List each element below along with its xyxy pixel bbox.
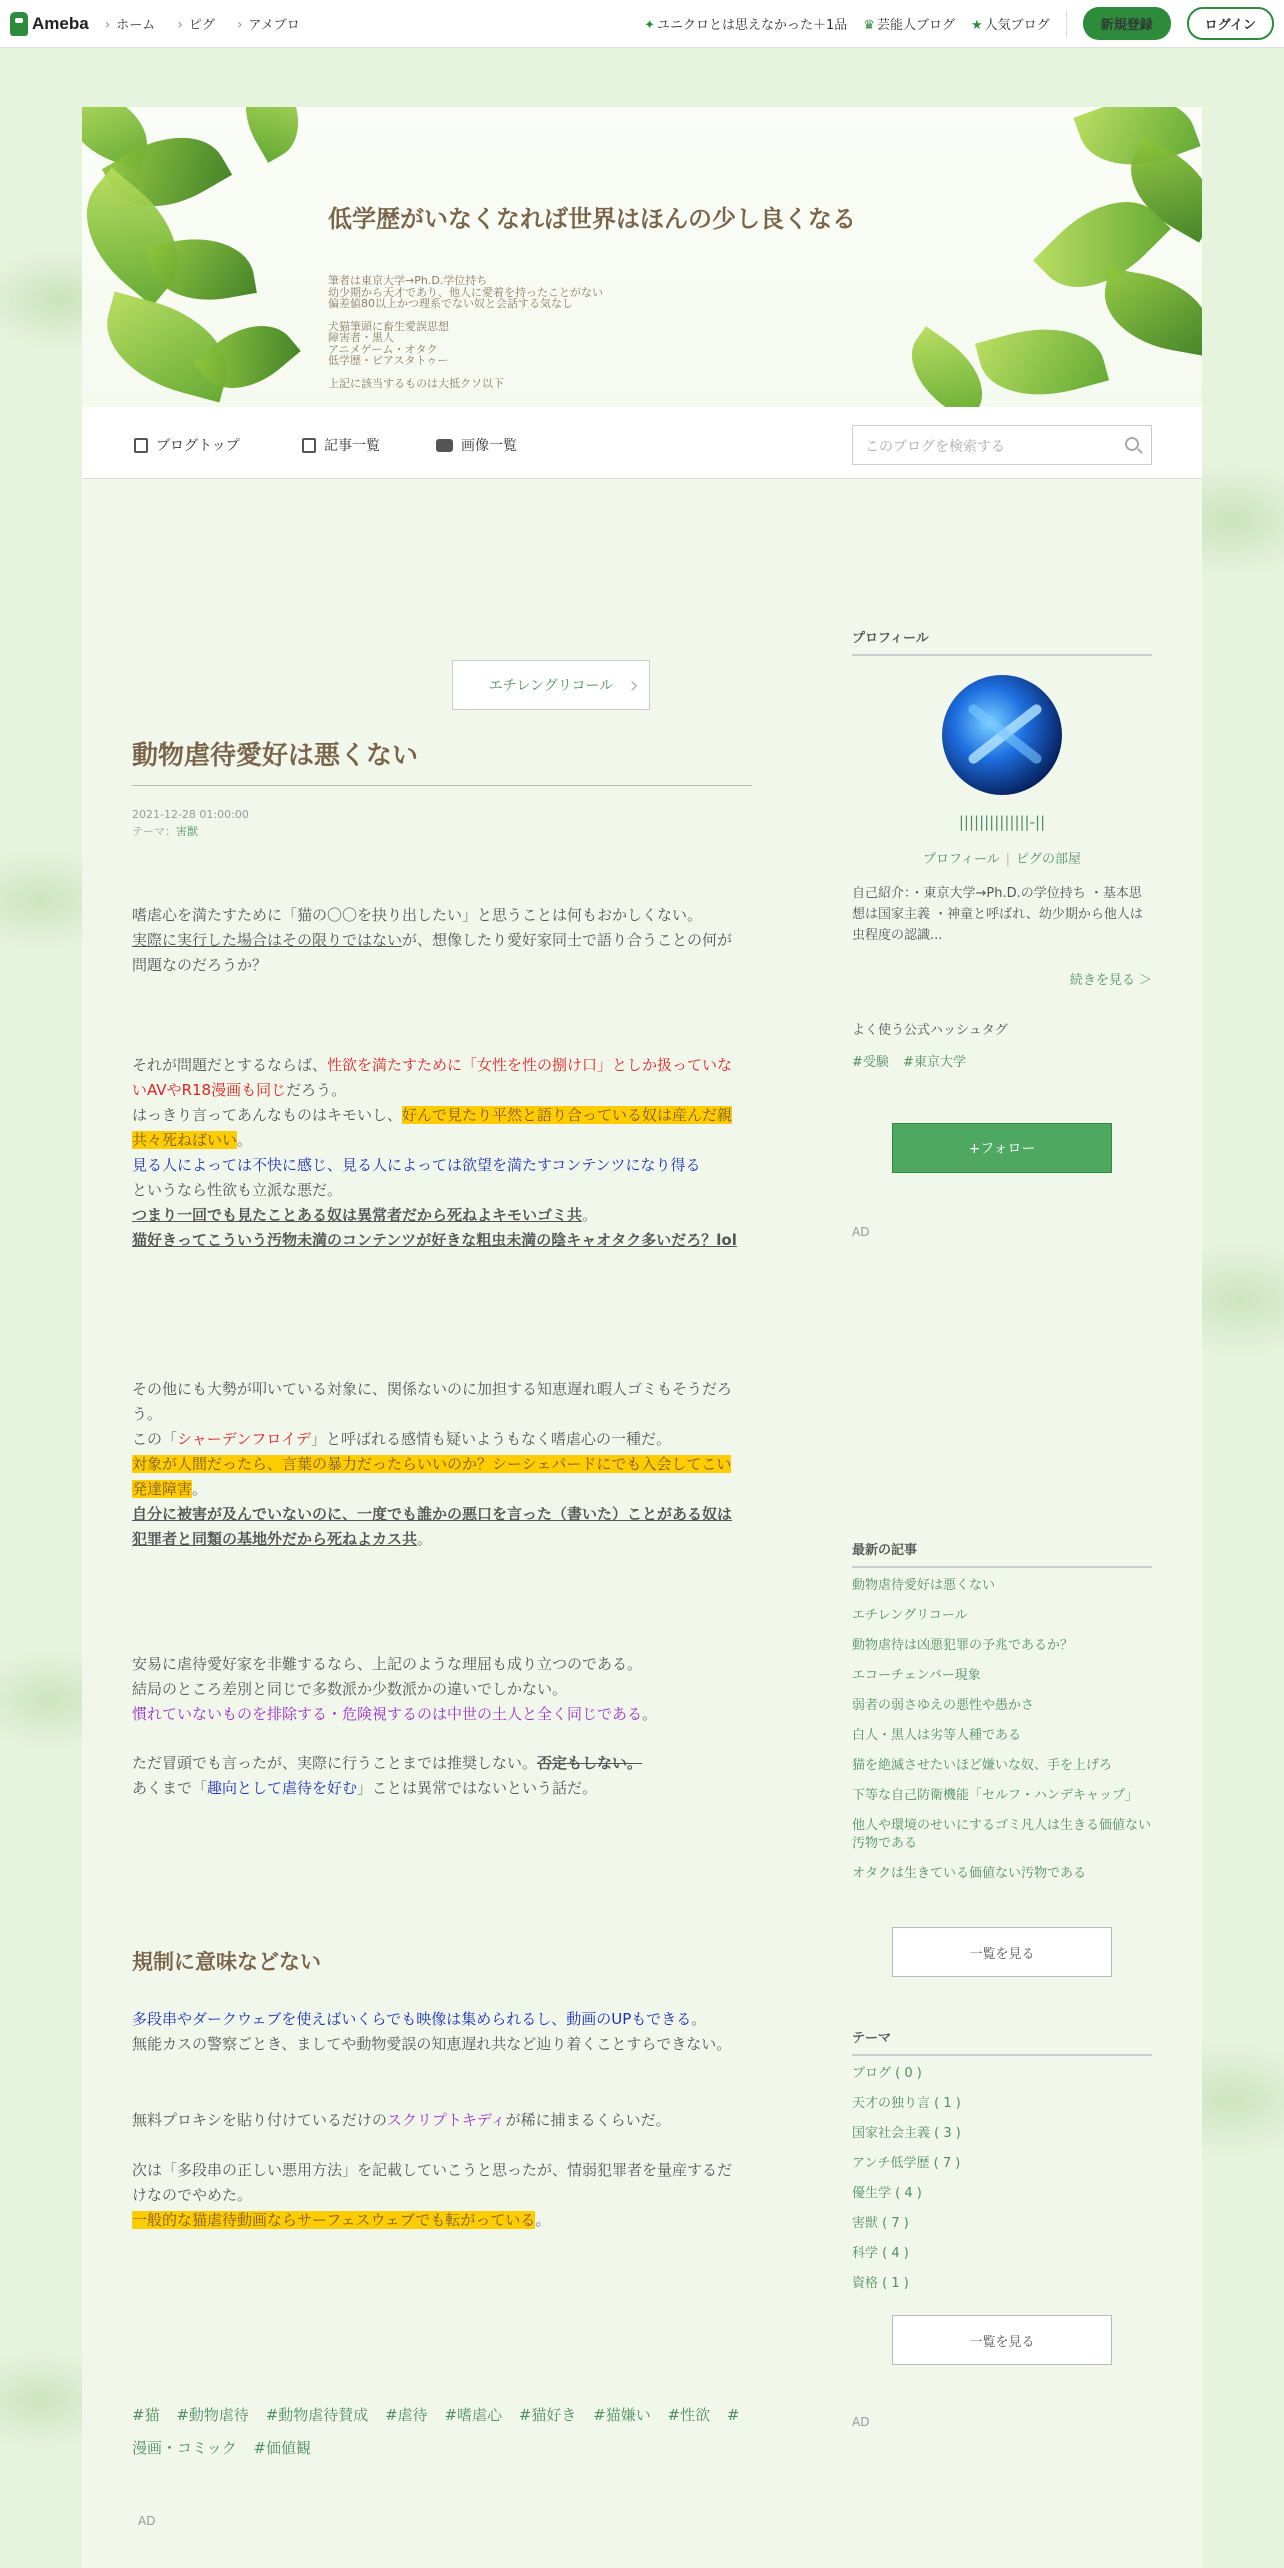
- profile-link[interactable]: プロフィール: [922, 852, 1000, 867]
- blue-text: 多段串やダークウェブを使えばいくらでも映像は集められるし、動画のUPもできる: [132, 2010, 692, 2028]
- text-span: 。: [582, 1206, 598, 1224]
- blog-container: [82, 107, 1202, 2568]
- desc-line: 低学歴・ピアスタトゥー: [328, 354, 449, 368]
- theme-link[interactable]: 害獣 ( 7 ): [852, 2216, 909, 2231]
- logo-text: Ameba: [32, 13, 89, 33]
- highlighted-text: 好んで見たり平然と語り合っている奴は産んだ親共々死ねばいい: [132, 1106, 733, 1149]
- paragraph-2: [132, 1053, 742, 1253]
- hashtag-link[interactable]: #動物虐待: [176, 2406, 249, 2424]
- text-line: 次は「多段串の正しい悪用方法」を記載していこうと思ったが、情弱犯罪者を量産するだけなのでやめた。: [132, 2161, 733, 2204]
- hashtag-link[interactable]: #受験: [852, 1055, 889, 1070]
- ameba-logo-icon: [10, 12, 28, 36]
- nav-ameblo[interactable]: › アメブロ: [237, 14, 300, 33]
- camera-icon: [436, 439, 453, 452]
- text-span: それが問題だとするならば、: [132, 1056, 328, 1074]
- paragraph-4: [132, 1652, 742, 1727]
- desc-line: 上記に該当するものは大抵クソ以下: [328, 376, 504, 390]
- ad-label: AD: [852, 2415, 870, 2429]
- desc-line: アニメゲーム・オタク: [328, 342, 438, 356]
- text-span: 」ことは異常ではないという話だ。: [357, 1779, 598, 1797]
- global-header: [0, 0, 1284, 48]
- text-line: 無能カスの警察ごとき、ましてや動物愛誤の知恵遅れ共など辿り着くことすらできない。: [132, 2035, 732, 2053]
- bold-underlined-text: つまり一回でも見たことある奴は異常者だから死ねよキモいゴミ共: [132, 1206, 583, 1224]
- desc-line: 筆者は東京大学→Ph.D.学位持ち: [328, 274, 488, 287]
- theme-link[interactable]: ブログ ( 0 ): [852, 2066, 922, 2081]
- hashtag-link[interactable]: #嗜虐心: [444, 2406, 503, 2424]
- text-span: 。: [237, 1131, 253, 1149]
- celebrity-blog-label: 芸能人ブログ: [876, 18, 955, 33]
- popular-blog-label: 人気ブログ: [984, 18, 1050, 33]
- login-button[interactable]: ログイン: [1187, 7, 1274, 40]
- paragraph-1: [132, 903, 742, 978]
- hashtag-link[interactable]: #性欲: [667, 2406, 711, 2424]
- recent-entry-link[interactable]: エコーチェンバー現象: [852, 1668, 981, 1683]
- strikethrough-text: 否定もしない。: [537, 1754, 643, 1772]
- text-span: 。: [417, 1530, 433, 1548]
- paragraph-7: [132, 2108, 742, 2133]
- text-span: 」と呼ばれる感情も疑いようもなく嗜虐心の一種だ。: [310, 1430, 671, 1448]
- read-more-link[interactable]: 続きを見る ＞: [1069, 973, 1152, 988]
- nav-home[interactable]: › ホーム: [105, 14, 156, 33]
- crown-icon: ♛: [863, 18, 875, 33]
- profile-heading: プロフィール: [852, 627, 1152, 656]
- recent-entries-heading: 最新の記事: [852, 1539, 1152, 1568]
- hashtag-link[interactable]: #猫: [132, 2406, 160, 2424]
- theme-link[interactable]: 害獣: [176, 824, 198, 838]
- profile-name[interactable]: ||||||||||||||-||: [958, 813, 1046, 831]
- text-span: 。: [192, 1480, 208, 1498]
- promo-link[interactable]: [644, 14, 847, 33]
- hashtag-link[interactable]: #動物虐待賛成: [265, 2406, 369, 2424]
- ameba-logo[interactable]: [10, 12, 89, 36]
- view-all-themes-button[interactable]: 一覧を見る: [892, 2315, 1112, 2365]
- follow-button[interactable]: +フォロー: [892, 1123, 1112, 1173]
- text-span: ただ冒頭でも言ったが、実際に行うことまでは推奨しない。: [132, 1754, 538, 1772]
- theme-list: [852, 2065, 1152, 2305]
- hashtag-link[interactable]: #漫画・コミック: [132, 2406, 740, 2457]
- sparkle-icon: ✦: [644, 18, 655, 33]
- purple-text: 慣れていないものを排除する・危険視するのは中世の土人と全く同じである: [132, 1705, 643, 1723]
- avatar[interactable]: [942, 675, 1062, 795]
- theme-prefix: テーマ：: [132, 824, 176, 838]
- theme-link[interactable]: 資格 ( 1 ): [852, 2276, 909, 2291]
- highlighted-text: 対象が人間だったら、言葉の暴力だったらいいのか？シーシェパードにでも入会してこい発達障害: [132, 1455, 732, 1498]
- recent-entry-link[interactable]: 猫を絶滅させたいほど嫌いな奴、手を上げろ: [852, 1758, 1113, 1773]
- recent-entry-link[interactable]: 他人や環境のせいにするゴミ凡人は生きる価値ない汚物である: [852, 1818, 1152, 1851]
- pigg-room-link[interactable]: ピグの部屋: [1016, 852, 1082, 867]
- text-line: 嗜虐心を満たすために「猫の〇〇を抉り出したい」と思うことは何もおかしくない。: [132, 906, 703, 924]
- leaf-decoration: [228, 107, 316, 163]
- entry-list-link[interactable]: [302, 435, 380, 455]
- blog-subnav: [82, 407, 1202, 479]
- post-title[interactable]: 動物虐待愛好は悪くない: [132, 741, 419, 771]
- desc-line: 障害者・黒人: [328, 331, 394, 345]
- theme-link[interactable]: 国家社会主義 ( 3 ): [852, 2126, 961, 2141]
- post-date: 2021-12-28 01:00:00: [132, 808, 249, 821]
- red-text: シャーデンフロイデ: [177, 1430, 311, 1448]
- recent-entries-list: [852, 1577, 1152, 1895]
- text-span: が稀に捕まるくらいだ。: [505, 2111, 671, 2129]
- hashtag-link[interactable]: #猫嫌い: [593, 2406, 651, 2424]
- recent-entry-link[interactable]: 白人・黒人は劣等人種である: [852, 1728, 1022, 1743]
- desc-line: 幼少期から天才であり、他人に愛着を持ったことがない: [328, 285, 603, 299]
- theme-heading: テーマ: [852, 2027, 1152, 2056]
- signup-button[interactable]: 新規登録: [1083, 7, 1171, 40]
- text-line: その他にも大勢が叩いている対象に、関係ないのに加担する知恵遅れ暇人ゴミもそうだろう。: [132, 1380, 733, 1423]
- document-icon: [134, 438, 148, 453]
- image-list-label: 画像一覧: [461, 438, 517, 454]
- star-icon: ★: [970, 18, 983, 33]
- recent-entry-link[interactable]: オタクは生きている価値ない汚物である: [852, 1866, 1087, 1881]
- text-span: が、想像したり愛好家同士で語り合うことの何が問題なのだろうか？: [132, 931, 733, 974]
- text-span: あくまで「: [132, 1779, 208, 1797]
- text-line: 結局のところ差別と同じで多数派か少数派かの違いでしかない。: [132, 1680, 568, 1698]
- profile-intro: 自己紹介：・東京大学→Ph.D.の学位持ち ・基本思想は国家主義 ・神童と呼ばれ、幼少期から他人は虫程度の認識...: [852, 886, 1143, 943]
- divider: [132, 785, 752, 786]
- leaf-decoration: [1097, 268, 1202, 356]
- recent-entry-link[interactable]: 動物虐待愛好は悪くない: [852, 1578, 996, 1593]
- promo-label: ユニクロとは思えなかった＋1品: [657, 18, 848, 33]
- purple-text: スクリプトキディ: [386, 2111, 506, 2129]
- blue-text: 見る人によっては不快に感じ、見る人によっては欲望を満たすコンテンツになり得る: [132, 1156, 701, 1174]
- text-span: だろう。: [286, 1081, 347, 1099]
- celebrity-blog-link[interactable]: [863, 14, 955, 33]
- ad-label: AD: [852, 1225, 870, 1239]
- image-list-link[interactable]: [436, 435, 517, 455]
- text-span: この「: [132, 1430, 178, 1448]
- post-meta: [132, 807, 249, 840]
- hashtag-link[interactable]: #価値観: [253, 2439, 312, 2457]
- official-hashtags: [852, 1051, 976, 1070]
- paragraph-8: [132, 2158, 742, 2233]
- recent-entry-link[interactable]: 下等な自己防衛機能「セルフ・ハンデキャップ」: [852, 1788, 1139, 1803]
- recent-entry-link[interactable]: 動物虐待は凶悪犯罪の予兆であるか？: [852, 1638, 1074, 1653]
- theme-link[interactable]: 優生学 ( 4 ): [852, 2186, 922, 2201]
- section-heading: 規制に意味などない: [132, 1950, 321, 1974]
- text-span: 。: [691, 2010, 707, 2028]
- text-span: はっきり言ってあんなものはキモいし、: [132, 1106, 403, 1124]
- theme-link[interactable]: 科学 ( 4 ): [852, 2246, 909, 2261]
- ad-label: AD: [138, 2514, 156, 2528]
- blue-text: 趣向として虐待を好む: [207, 1779, 358, 1797]
- blog-top-link[interactable]: [134, 435, 240, 455]
- text-line: 安易に虐待愛好家を非難するなら、上記のような理屈も成り立つのである。: [132, 1655, 643, 1673]
- bold-underlined-text: 自分に被害が及んでいないのに、一度でも誰かの悪口を言った（書いた）ことがある奴は犯罪者と同類の基地外だから死ねよカス共: [132, 1505, 733, 1548]
- recent-entry-link[interactable]: 弱者の弱さゆえの悪性や愚かさ: [852, 1698, 1035, 1713]
- search-placeholder: このブログを検索する: [865, 439, 1005, 455]
- search-icon[interactable]: [1125, 437, 1139, 451]
- underlined-text: 実際に実行した場合はその限りではない: [132, 931, 403, 949]
- global-nav: [105, 14, 300, 33]
- leaf-decoration: [975, 313, 1109, 407]
- text-span: 。: [535, 2211, 551, 2229]
- desc-line: 犬猫筆頭に畜生愛誤思想: [328, 319, 449, 333]
- next-entry-button[interactable]: エチレングリコール ›: [452, 660, 650, 710]
- entry-list-label: 記事一覧: [324, 438, 380, 454]
- blog-title[interactable]: 低学歴がいなくなれば世界はほんの少し良くなる: [328, 205, 856, 233]
- blog-description: [328, 275, 688, 389]
- theme-link[interactable]: 天才の独り言 ( 1 ): [852, 2096, 961, 2111]
- recent-entry-link[interactable]: エチレングリコール: [852, 1608, 968, 1623]
- paragraph-3: [132, 1377, 742, 1552]
- text-span: 。: [642, 1705, 658, 1723]
- copy-icon: [302, 438, 316, 453]
- divider: [1066, 10, 1067, 38]
- popular-blog-link[interactable]: [971, 14, 1050, 33]
- red-text: 性欲を満たすために「女性を性の捌け口」としか扱っていないAVやR18漫画も同じ: [132, 1056, 733, 1099]
- blog-top-label: ブログトップ: [156, 438, 240, 454]
- nav-pigg[interactable]: › ピグ: [177, 14, 215, 33]
- view-all-entries-button[interactable]: 一覧を見る: [892, 1927, 1112, 1977]
- hashtag-list: [132, 2399, 752, 2465]
- paragraph-5: [132, 1751, 742, 1801]
- blog-header: [82, 107, 1202, 407]
- paragraph-6: [132, 2007, 742, 2057]
- text-span: 無料プロキシを貼り付けているだけの: [132, 2111, 387, 2129]
- theme-link[interactable]: アンチ低学歴 ( 7 ): [852, 2156, 961, 2171]
- header-right: [644, 7, 1274, 40]
- blog-search-input[interactable]: [852, 425, 1152, 465]
- hashtag-link[interactable]: #猫好き: [518, 2406, 577, 2424]
- profile-links: プロフィール | ピグの部屋: [922, 852, 1082, 867]
- highlighted-text: 一般的な猫虐待動画ならサーフェスウェブでも転がっている: [132, 2211, 536, 2229]
- hashtag-heading: よく使う公式ハッシュタグ: [852, 1023, 1008, 1038]
- text-span: というなら性欲も立派な悪だ。: [132, 1181, 343, 1199]
- bold-underlined-text: 猫好きってこういう汚物未満のコンテンツが好きな粗虫未満の陰キャオタク多いだろ？lol: [132, 1231, 737, 1249]
- desc-line: 偏差値80以上かつ理系でない奴と会話する気なし: [328, 297, 573, 311]
- hashtag-link[interactable]: #東京大学: [903, 1055, 966, 1070]
- hashtag-link[interactable]: #虐待: [385, 2406, 428, 2424]
